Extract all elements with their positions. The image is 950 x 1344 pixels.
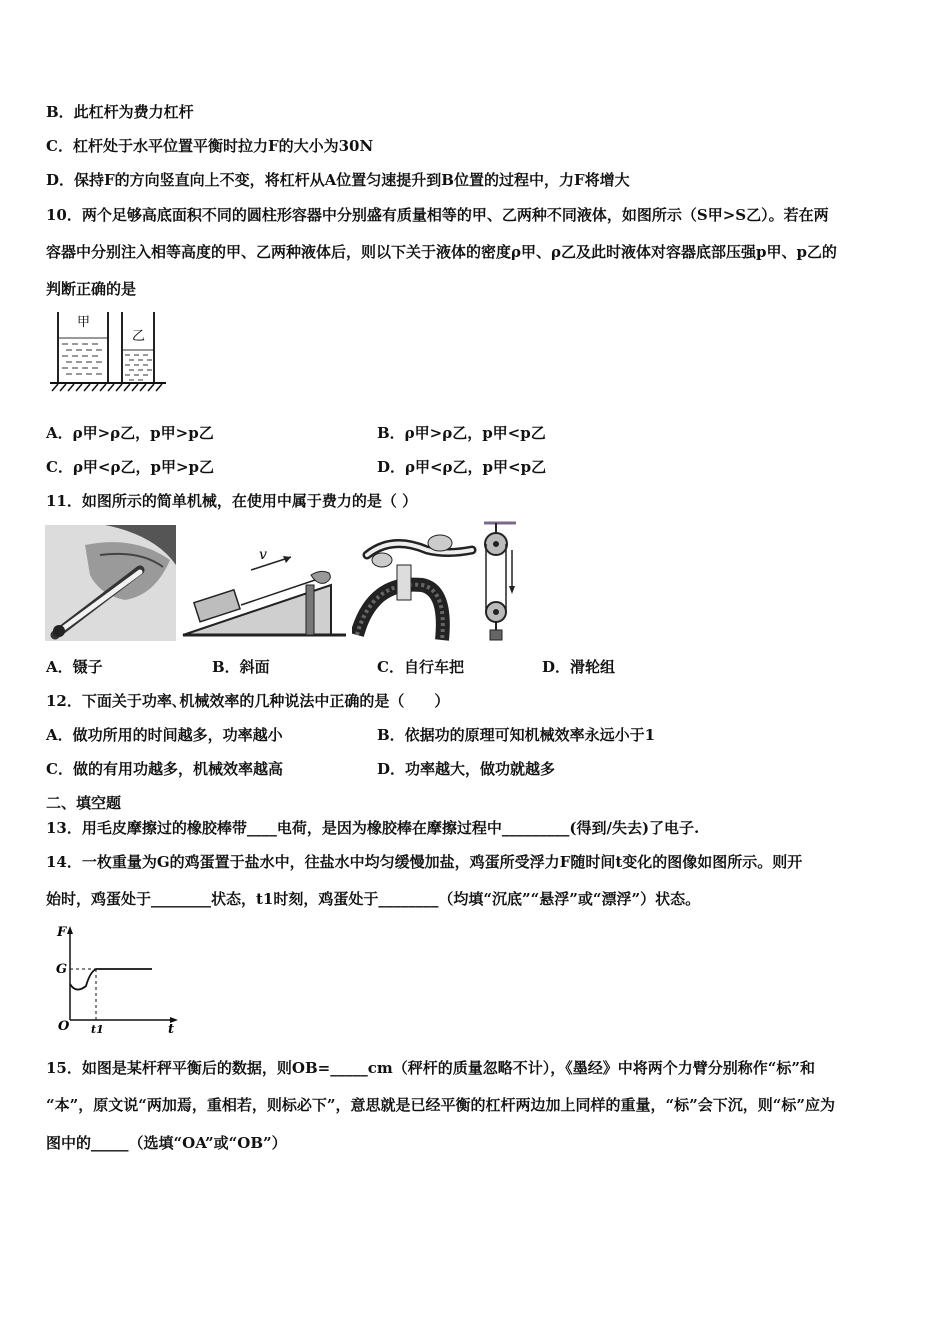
q10-stem-line3: 判断正确的是: [46, 280, 137, 298]
q12-option-c: C．做的有用功越多，机械效率越高: [46, 760, 283, 778]
q14-stem-line1: 14．一枚重量为G的鸡蛋置于盐水中，往盐水中均匀缓慢加盐，鸡蛋所受浮力F随时间t变化的图像如图所示。则开: [46, 853, 803, 871]
q11-option-b: B．斜面: [212, 658, 270, 676]
tweezers-image: [45, 525, 176, 641]
q10-option-c: C．ρ甲<ρ乙，p甲>p乙: [46, 458, 215, 476]
q12-option-b: B．依据功的原理可知机械效率永远小于1: [377, 726, 656, 744]
velocity-label: v: [259, 547, 267, 563]
q10-option-b: B．ρ甲>ρ乙，p甲<p乙: [377, 424, 546, 442]
graph-g-label: G: [56, 962, 68, 977]
q14-stem-line2: 始时，鸡蛋处于________状态，t1时刻，鸡蛋处于________（均填“沉底”“悬浮”或“漂浮”）状态。: [46, 890, 701, 908]
graph-x-axis-label: t: [168, 1022, 175, 1034]
q13-stem: 13．用毛皮摩擦过的橡胶棒带____电荷，是因为橡胶棒在摩擦过程中_________(得到/失去)了电子.: [46, 819, 700, 837]
label-jia: 甲: [77, 315, 91, 330]
q11-option-d: D．滑轮组: [542, 658, 616, 676]
q11-option-a: A．镊子: [46, 658, 103, 676]
q10-option-d: D．ρ甲<ρ乙，p甲<p乙: [377, 458, 547, 476]
inclined-plane-image: [181, 525, 348, 641]
q12-stem: 12．下面关于功率､机械效率的几种说法中正确的是（ ）: [46, 692, 450, 710]
container-jia: [58, 312, 108, 382]
q9-option-c: C．杠杆处于水平位置平衡时拉力F的大小为30N: [46, 137, 374, 155]
q15-stem-line3: 图中的_____（选填“OA”或“OB”）: [46, 1134, 287, 1152]
q12-option-a: A．做功所用的时间越多，功率越小: [46, 726, 283, 744]
q9-option-b: B．此杠杆为费力杠杆: [46, 103, 194, 121]
buoyancy-graph: [52, 922, 182, 1034]
label-yi: 乙: [132, 329, 146, 344]
q10-option-a: A．ρ甲>ρ乙，p甲>p乙: [46, 424, 214, 442]
q10-stem-line2: 容器中分别注入相等高度的甲、乙两种液体后，则以下关于液体的密度ρ甲、ρ乙及此时液体对容器底部压强p甲、p乙的: [46, 243, 837, 261]
q15-stem-line1: 15．如图是某杆秤平衡后的数据，则OB=_____cm（秤杆的质量忽略不计），《墨经》中将两个力臂分别称作“标”和: [46, 1059, 815, 1077]
container-yi: [122, 312, 154, 382]
bicycle-handlebar-image: [352, 525, 479, 641]
q11-stem: 11．如图所示的简单机械，在使用中属于费力的是（ ）: [46, 492, 418, 510]
section-title: 二、填空题: [46, 794, 122, 812]
graph-origin-label: O: [58, 1019, 70, 1034]
q10-stem-line1: 10．两个足够高底面积不同的圆柱形容器中分别盛有质量相等的甲、乙两种不同液体，如图所示（S甲>S乙）。若在两: [46, 206, 829, 224]
q12-option-d: D．功率越大，做功就越多: [377, 760, 556, 778]
graph-y-axis-label: F: [57, 925, 67, 940]
q9-option-d: D．保持F的方向竖直向上不变，将杠杆从A位置匀速提升到B位置的过程中，力F将增大: [46, 171, 630, 189]
q10-containers-figure: [44, 310, 170, 394]
q11-option-c: C．自行车把: [377, 658, 464, 676]
pulley-block-image: [482, 520, 518, 642]
q15-stem-line2: “本”，原文说“两加焉，重相若，则标必下”，意思就是已经平衡的杠杆两边加上同样的重量，“标”会下沉，则“标”应为: [46, 1096, 836, 1114]
graph-t1-label: t1: [91, 1023, 104, 1034]
